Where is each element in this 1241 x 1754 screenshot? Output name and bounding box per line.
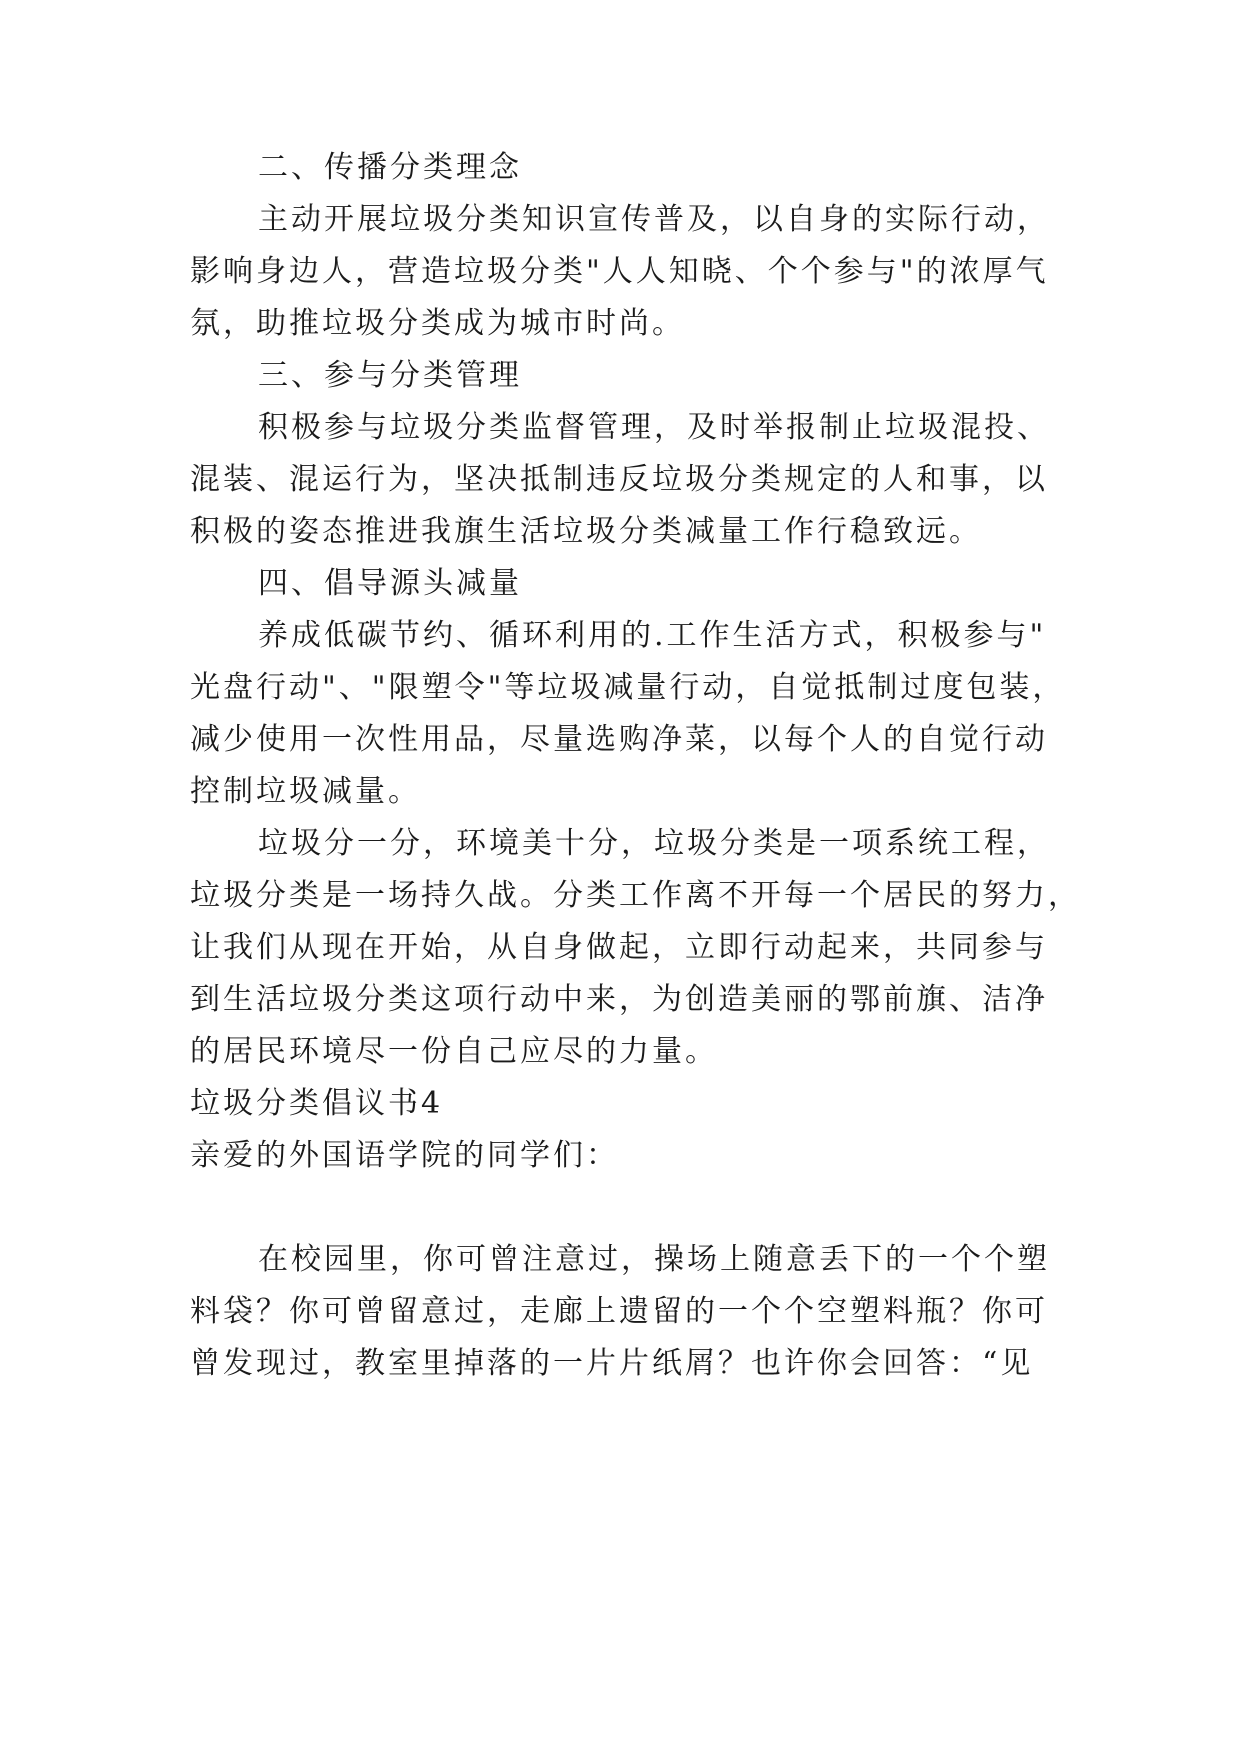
section-heading-participate-management: 三、参与分类管理 <box>258 358 522 393</box>
paragraph-line: 在校园里，你可曾注意过，操场上随意丢下的一个个塑 <box>258 1242 1050 1277</box>
paragraph-line: 主动开展垃圾分类知识宣传普及，以自身的实际行动， <box>258 202 1050 237</box>
paragraph-line: 积极参与垃圾分类监督管理，及时举报制止垃圾混投、 <box>258 410 1050 445</box>
paragraph-line: 的居民环境尽一份自己应尽的力量。 <box>190 1034 718 1069</box>
section-heading-source-reduction: 四、倡导源头减量 <box>258 566 522 601</box>
paragraph-line: 养成低碳节约、循环利用的.工作生活方式，积极参与" <box>258 618 1047 653</box>
paragraph-line: 氛，助推垃圾分类成为城市时尚。 <box>190 306 685 341</box>
paragraph-line: 光盘行动"、"限塑令"等垃圾减量行动，自觉抵制过度包装， <box>190 670 1066 705</box>
salutation: 亲爱的外国语学院的同学们： <box>190 1138 619 1173</box>
paragraph-line: 垃圾分类是一场持久战。分类工作离不开每一个居民的努力， <box>190 878 1081 913</box>
paragraph-line: 控制垃圾减量。 <box>190 774 421 809</box>
paragraph-line: 料袋？你可曾留意过，走廊上遗留的一个个空塑料瓶？你可 <box>190 1294 1048 1329</box>
section-heading-spread-concept: 二、传播分类理念 <box>258 150 522 185</box>
paragraph-line: 垃圾分一分，环境美十分，垃圾分类是一项系统工程， <box>258 826 1050 861</box>
paragraph-line: 减少使用一次性用品，尽量选购净菜，以每个人的自觉行动 <box>190 722 1048 757</box>
document-title-proposal-4: 垃圾分类倡议书4 <box>190 1086 444 1121</box>
paragraph-line: 影响身边人，营造垃圾分类"人人知晓、个个参与"的浓厚气 <box>190 254 1049 289</box>
paragraph-line: 让我们从现在开始，从自身做起，立即行动起来，共同参与 <box>190 930 1048 965</box>
paragraph-line: 曾发现过，教室里掉落的一片片纸屑？也许你会回答：“见 <box>190 1346 1034 1381</box>
paragraph-line: 积极的姿态推进我旗生活垃圾分类减量工作行稳致远。 <box>190 514 982 549</box>
paragraph-line: 到生活垃圾分类这项行动中来，为创造美丽的鄂前旗、洁净 <box>190 982 1048 1017</box>
paragraph-line: 混装、混运行为，坚决抵制违反垃圾分类规定的人和事，以 <box>190 462 1048 497</box>
